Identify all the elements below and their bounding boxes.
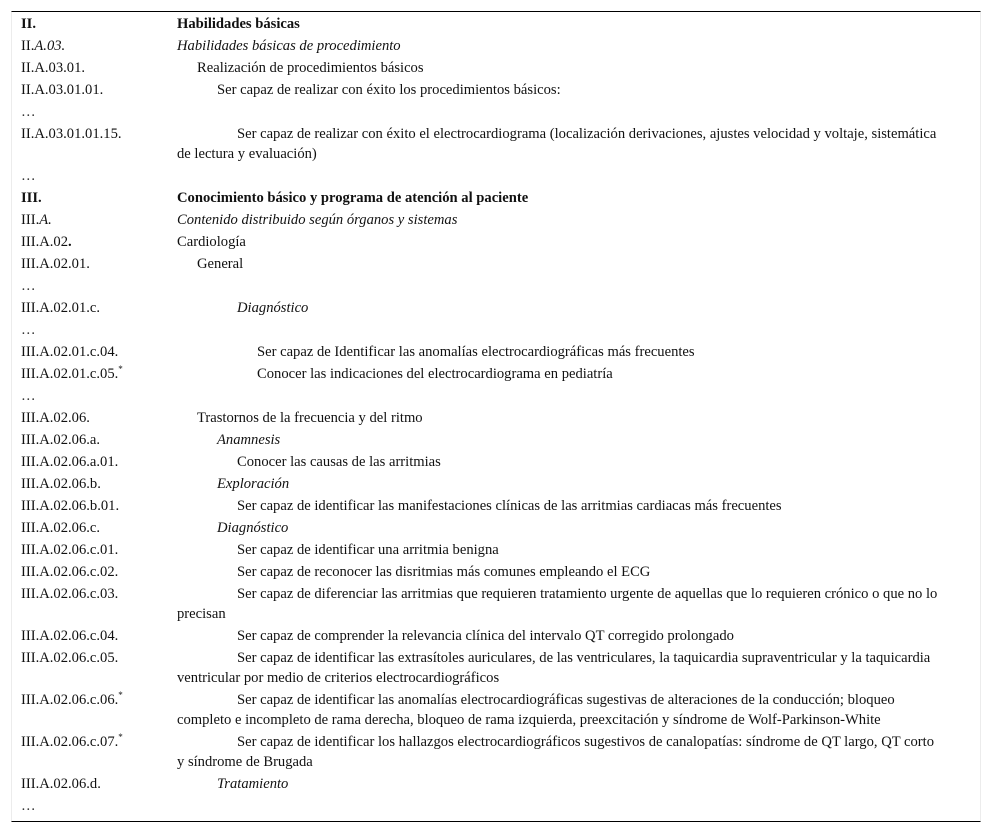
ellipsis: … [21, 322, 37, 338]
ellipsis: … [21, 168, 37, 184]
row-code: III.A.02.01. [21, 256, 90, 272]
table-row-ellipsis [12, 319, 980, 341]
row-code: III.A.02.06.c. [21, 520, 101, 536]
ellipsis: … [21, 104, 37, 120]
row-code-part: III.A.02.06.c.06. [21, 692, 119, 708]
table-row [12, 517, 980, 539]
footnote-marker: * [118, 364, 123, 374]
row-text: Ser capaz de diferenciar las arritmias que requieren tratamiento urgente de aquellas que lo requieren crónico o que no lo precisan [177, 586, 938, 622]
table-row [12, 13, 980, 35]
table-row [12, 773, 980, 795]
row-text: Cardiología [177, 234, 246, 250]
table-row [12, 473, 980, 495]
row-text: Ser capaz de identificar las extrasítoles auriculares, de las ventriculares, la taquicardia supraventricular y la taquicardia ventricular por medio de criterios electrocardiográficos [177, 650, 931, 686]
row-code: II.A.03.01. [21, 60, 86, 76]
row-text: Ser capaz de realizar con éxito el electrocardiograma (localización derivaciones, ajustes velocidad y voltaje, sistemática de lectura y evaluación) [177, 126, 937, 162]
table-row-ellipsis [12, 101, 980, 123]
row-code-part: III.A.02.06.c.07. [21, 734, 119, 750]
row-code: III.A.02.06.c.01. [21, 542, 119, 558]
row-code: III.A.02.06.a. [21, 432, 101, 448]
row-text: Ser capaz de Identificar las anomalías electrocardiográficas más frecuentes [257, 344, 695, 360]
row-code-part: III. [21, 212, 40, 228]
row-text: Diagnóstico [237, 300, 309, 316]
table-row [12, 123, 980, 165]
row-text: Contenido distribuido según órganos y sistemas [177, 212, 458, 228]
row-code-part: A.03. [34, 38, 66, 54]
row-code: III.A.02.06.b.01. [21, 498, 120, 514]
ellipsis: … [21, 388, 37, 404]
row-code: II.A.03.01.01. [21, 82, 104, 98]
table-row [12, 209, 980, 231]
table-row [12, 363, 980, 385]
row-text: Trastornos de la frecuencia y del ritmo [197, 410, 423, 426]
table-row [12, 253, 980, 275]
curriculum-table [11, 11, 981, 822]
table-row [12, 35, 980, 57]
row-code-part: III.A.02.01.c.05. [21, 366, 119, 382]
table-row [12, 583, 980, 625]
row-code [12, 689, 177, 731]
row-text [177, 319, 980, 341]
row-text: Tratamiento [217, 776, 289, 792]
table-row [12, 57, 980, 79]
row-code-part: A. [39, 212, 52, 228]
row-code: III.A.02.06.b. [21, 476, 101, 492]
row-text: Ser capaz de identificar una arritmia benigna [237, 542, 499, 558]
row-text: Ser capaz de realizar con éxito los procedimientos básicos: [217, 82, 561, 98]
table-row [12, 451, 980, 473]
table-row [12, 407, 980, 429]
row-text: General [197, 256, 244, 272]
row-text: Conocer las causas de las arritmias [237, 454, 441, 470]
footnote-marker: * [118, 732, 123, 742]
table-row-ellipsis [12, 165, 980, 187]
table-row-ellipsis [12, 795, 980, 817]
table-row-ellipsis [12, 275, 980, 297]
row-text: Ser capaz de comprender la relevancia clínica del intervalo QT corregido prolongado [237, 628, 734, 644]
row-code: III.A.02.06.c.03. [21, 586, 119, 602]
row-code-part: . [68, 234, 72, 250]
row-code: III. [21, 190, 42, 206]
table-row [12, 429, 980, 451]
row-text [177, 165, 980, 187]
table-row [12, 231, 980, 253]
row-text: Ser capaz de identificar los hallazgos electrocardiográficos sugestivos de canalopatías: síndrome de QT largo, QT corto y síndrome de Brugada [177, 734, 935, 770]
row-text [177, 385, 980, 407]
row-text: Realización de procedimientos básicos [197, 60, 424, 76]
row-code: III.A.02.06.d. [21, 776, 101, 792]
table-row [12, 647, 980, 689]
row-text: Ser capaz de identificar las manifestaciones clínicas de las arritmias cardiacas más frecuentes [237, 498, 782, 514]
row-text: Ser capaz de identificar las anomalías electrocardiográficas sugestivas de alteraciones de la conducción; bloqueo completo e incompleto de rama derecha, bloqueo de rama izquierda, preexcitación y síndrome de Wolf-Parkinson-White [177, 692, 895, 728]
row-code [12, 209, 177, 231]
row-code-part: III.A.02 [21, 234, 69, 250]
row-text [177, 795, 980, 817]
section-heading: Habilidades básicas [177, 16, 300, 32]
row-code: III.A.02.06.c.02. [21, 564, 119, 580]
row-code: II. [21, 16, 37, 32]
row-code: III.A.02.01.c.04. [21, 344, 119, 360]
table-row [12, 561, 980, 583]
row-code: III.A.02.06.a.01. [21, 454, 119, 470]
table-row [12, 689, 980, 731]
table-row [12, 731, 980, 773]
table-row [12, 341, 980, 363]
table-row [12, 79, 980, 101]
row-code: II.A.03.01.01.15. [21, 126, 122, 142]
row-code-part: II. [21, 38, 35, 54]
table-row [12, 539, 980, 561]
curriculum-table-body [12, 13, 980, 817]
row-text: Habilidades básicas de procedimiento [177, 38, 401, 54]
ellipsis: … [21, 278, 37, 294]
table-row [12, 625, 980, 647]
section-heading: Conocimiento básico y programa de atención al paciente [177, 190, 529, 206]
row-code [12, 35, 177, 57]
row-code: III.A.02.06.c.05. [21, 650, 119, 666]
row-code [12, 731, 177, 773]
row-text: Conocer las indicaciones del electrocardiograma en pediatría [257, 366, 613, 382]
row-code: III.A.02.01.c. [21, 300, 101, 316]
row-code: III.A.02.06. [21, 410, 90, 426]
table-row [12, 187, 980, 209]
row-text [177, 101, 980, 123]
ellipsis: … [21, 798, 37, 814]
row-text: Ser capaz de reconocer las disritmias más comunes empleando el ECG [237, 564, 651, 580]
row-text: Diagnóstico [217, 520, 289, 536]
table-row [12, 297, 980, 319]
row-code [12, 231, 177, 253]
row-text [177, 275, 980, 297]
footnote-marker: * [118, 690, 123, 700]
table-row [12, 495, 980, 517]
row-code: III.A.02.06.c.04. [21, 628, 119, 644]
row-text: Exploración [217, 476, 290, 492]
row-text: Anamnesis [217, 432, 281, 448]
row-code [12, 363, 177, 385]
table-row-ellipsis [12, 385, 980, 407]
